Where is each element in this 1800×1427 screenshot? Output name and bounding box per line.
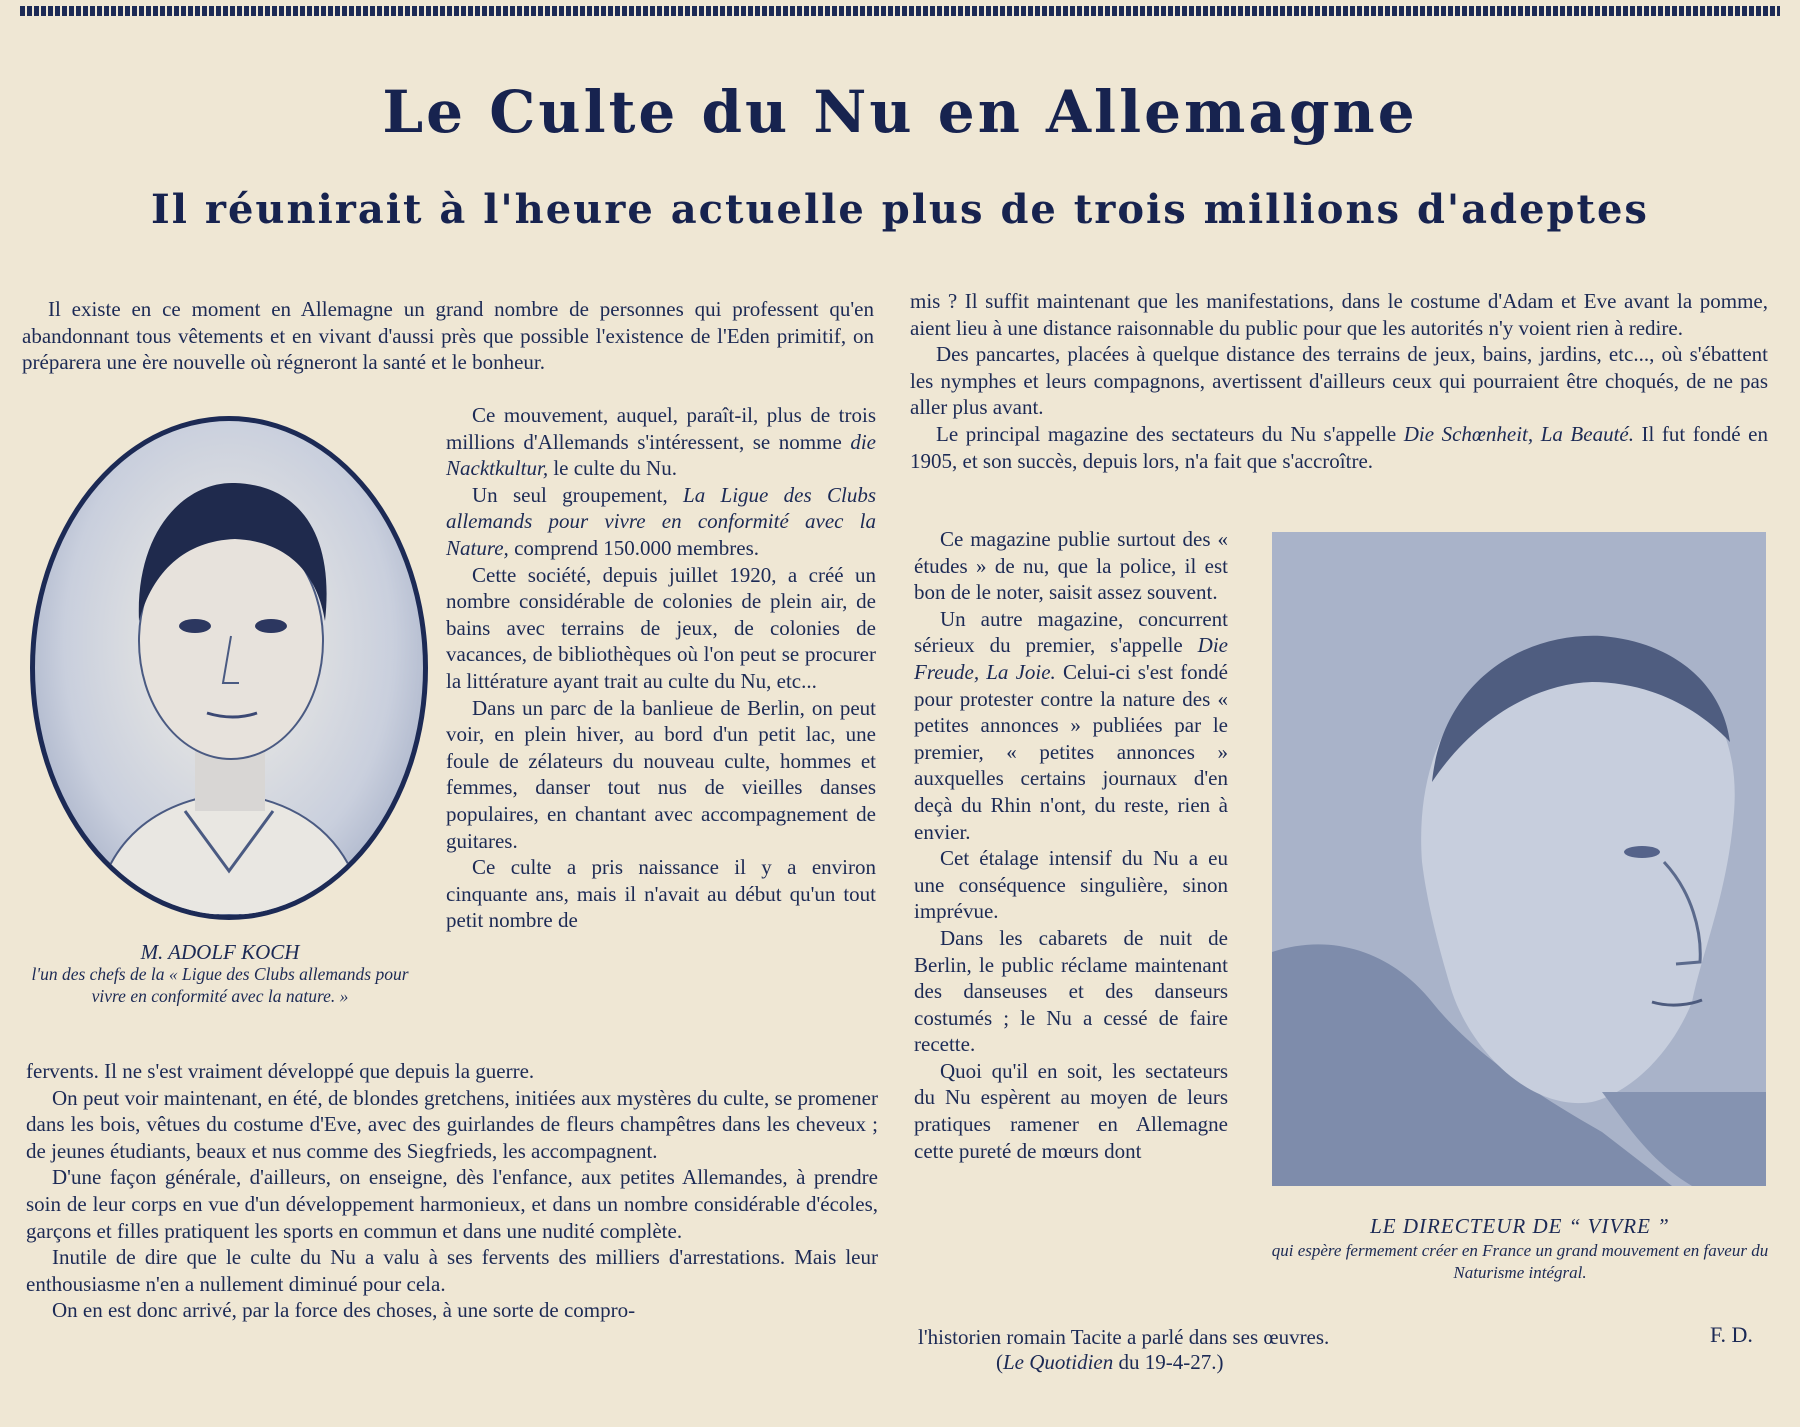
- paragraph-fervents: fervents. Il ne s'est vraiment développé que depuis la guerre.: [26, 1059, 535, 1083]
- closing-text: l'historien romain Tacite a parlé dans ses œuvres.: [918, 1325, 1330, 1349]
- closing-line: [918, 1324, 1618, 1351]
- portrait-illustration: [35, 421, 423, 915]
- paragraph-autre-magazine: [914, 606, 1228, 845]
- paragraph-etalage: Cet étalage intensif du Nu a eu une conséquence singulière, sinon imprévue.: [914, 846, 1228, 924]
- left-lower-column: [26, 1058, 878, 1324]
- photo-caption-name: LE DIRECTEUR DE “ VIVRE ”: [1370, 1214, 1670, 1238]
- paragraph-cabarets: Dans les cabarets de nuit de Berlin, le public réclame maintenant des danseuses et des danseurs costumés ; le Nu a cessé de faire recette.: [914, 925, 1228, 1057]
- photo-illustration: [1272, 532, 1766, 1186]
- text-span: Un autre magazine, concurrent sérieux du premier, s'appelle: [914, 606, 1228, 658]
- photo-caption-description: qui espère fermement créer en France un grand mouvement en faveur du Naturisme intégral.: [1271, 1241, 1769, 1282]
- text-span: Celui-ci s'est fondé pour protester contre la nature des « petites annonces » publiées par le premier, « petites annonces » auxquelles certains journaux d'en deçà du Rhin n'ont, du reste, rien à envier.: [914, 659, 1228, 844]
- text-span: le culte du Nu.: [548, 456, 677, 481]
- paragraph-compromis: On en est donc arrivé, par la force des choses, à une sorte de compro-: [52, 1298, 636, 1323]
- paragraph-quoi-qu-il: Quoi qu'il en soit, les sectateurs du Nu espèrent au moyen de leurs pratiques ramener en Allemagne cette pureté de mœurs dont: [914, 1058, 1228, 1163]
- text-span: Le principal magazine des sectateurs du Nu s'appelle: [936, 421, 1404, 446]
- paragraph-pancartes: Des pancartes, placées à quelque distance des terrains de jeux, bains, jardins, etc..., où s'ébattent les nymphes et leurs compagnons, avertissent d'ailleurs ceux qui pourraient être choqués, de ne pas aller plus avant.: [910, 342, 1768, 420]
- article-subtitle: Il réunirait à l'heure actuelle plus de trois millions d'adeptes: [151, 186, 1649, 233]
- author-signature: F. D.: [1710, 1322, 1753, 1347]
- paragraph-societe: Cette société, depuis juillet 1920, a créé un nombre considérable de colonies de plein air, de bains avec terrains de jeux, de colonies de vacances, de bibliothèques où l'on peut se procurer la littérature ayant trait au culte du Nu, etc...: [446, 562, 876, 693]
- right-column-top: [910, 288, 1768, 474]
- top-dotted-rule: [20, 6, 1780, 16]
- paragraph-mouvement: [446, 402, 876, 482]
- paragraph-groupement: [446, 482, 876, 562]
- text-span: Il fut fondé en 1905, et son succès, depuis lors, n'a fait que s'accroître.: [910, 421, 1768, 473]
- portrait-caption-name: M. ADOLF KOCH: [140, 940, 300, 964]
- italic-span: die Nacktkultur,: [446, 429, 876, 481]
- italic-span: La Ligue des Clubs allemands pour vivre en conformité avec la Nature,: [446, 482, 876, 560]
- italic-span: Die Freude, La Joie.: [914, 633, 1228, 684]
- paragraph-gretchens: On peut voir maintenant, en été, de blondes gretchens, initiées aux mystères du culte, se promener dans les bois, vêtues du costume d'Eve, avec des guirlandes de fleurs champêtres dans les cheveux ; de jeunes étudiants, beaux et nus comme des Siegfrieds, les accompagnent.: [26, 1085, 878, 1163]
- paragraph-culte-naissance: Ce culte a pris naissance il y a environ cinquante ans, mais il n'avait au début qu'un tout petit nombre de: [446, 855, 876, 933]
- right-narrow-column: [914, 526, 1228, 1164]
- portrait-adolf-koch: [30, 416, 428, 920]
- source-title: Le Quotidien: [1003, 1350, 1114, 1374]
- text-span: Ce mouvement, auquel, paraît-il, plus de trois millions d'Allemands s'intéressent, se nomme: [446, 403, 876, 454]
- text-span: (: [996, 1350, 1003, 1374]
- paragraph-facon-generale: D'une façon générale, d'ailleurs, on enseigne, dès l'enfance, aux petites Allemandes, à prendre soin de leur corps en vue d'un développement harmonieux, et dans un nombre considérable d'écoles, garçons et filles pratiquent les sports en commun et dans une nudité complète.: [26, 1165, 878, 1243]
- italic-span: Die Schœnheit, La Beauté.: [1403, 421, 1634, 446]
- paragraph-compromis-suite: mis ? Il suffit maintenant que les manifestations, dans le costume d'Adam et Eve avant la pomme, aient lieu à une distance raisonnable du public pour que les autorités n'y voient rien à redire.: [910, 289, 1768, 340]
- paragraph-inutile: Inutile de dire que le culte du Nu a valu à ses fervents des milliers d'arrestations. Mais leur enthousiasme n'en a nullement diminué pour cela.: [26, 1245, 878, 1296]
- paragraph-publie: Ce magazine publie surtout des « études » de nu, que la police, il est bon de le noter, saisit assez souvent.: [914, 527, 1228, 605]
- article-title: Le Culte du Nu en Allemagne: [382, 78, 1418, 146]
- text-span: du 19-4-27.): [1113, 1350, 1224, 1374]
- paragraph-parc: Dans un parc de la banlieue de Berlin, on peut voir, en plein hiver, au bord d'un petit lac, une foule de zélateurs du nouveau culte, hommes et femmes, danser tout nus de vieilles danses populaires, en chantant avec accompagnement de guitares.: [446, 695, 876, 853]
- left-narrow-column: [446, 402, 876, 934]
- intro-paragraph: [22, 296, 874, 376]
- text-span: Un seul groupement,: [472, 482, 684, 507]
- photo-directeur-vivre: [1272, 532, 1766, 1186]
- portrait-caption-description: l'un des chefs de la « Ligue des Clubs allemands pour vivre en conformité avec la nature. »: [31, 964, 409, 1006]
- paragraph-magazine: [910, 421, 1768, 474]
- source-citation: [996, 1350, 1223, 1375]
- text-span: comprend 150.000 membres.: [508, 535, 760, 560]
- intro-text: Il existe en ce moment en Allemagne un grand nombre de personnes qui professent qu'en abandonnant tous vêtements et en vivant d'aussi près que possible l'existence de l'Eden primitif, on préparera une ère nouvelle où régneront la santé et le bonheur.: [22, 297, 874, 375]
